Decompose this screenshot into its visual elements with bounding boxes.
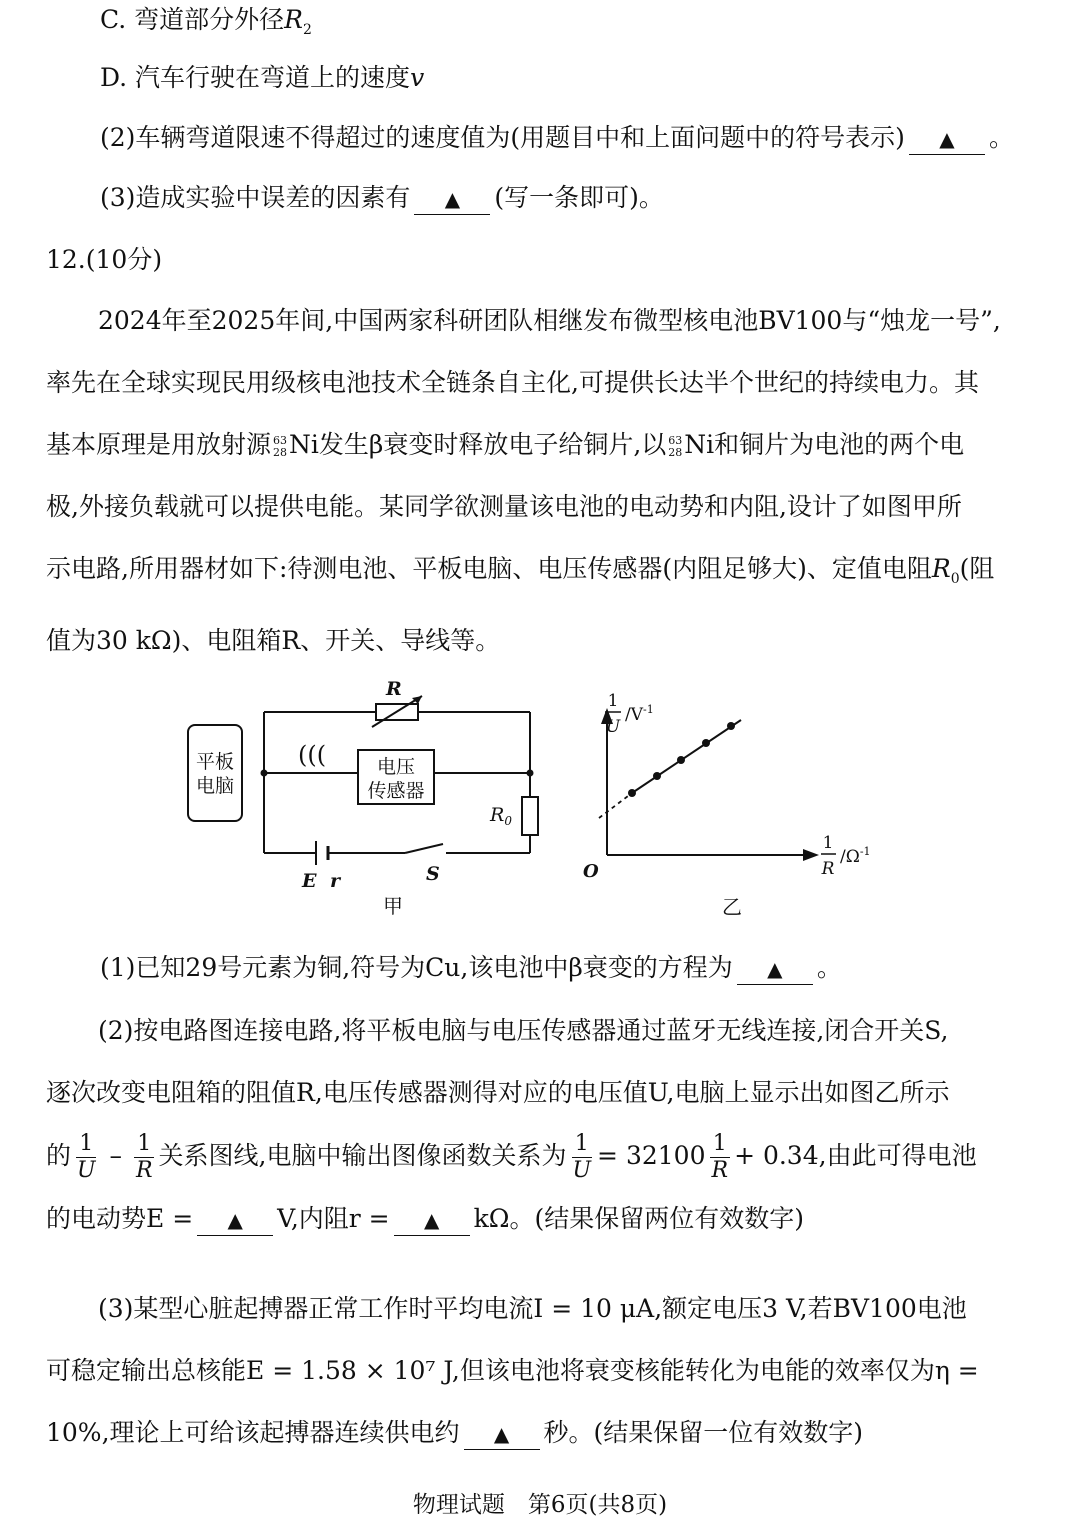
x-axis-unit (840, 845, 871, 867)
atomic-number: 28 (273, 445, 288, 459)
blank-marker: ▲ (444, 187, 461, 211)
part2-line: (2)按电路图连接电路,将平板电脑与电压传感器通过蓝牙无线连接,闭合开关S, (98, 1016, 949, 1045)
option-c-text: C. 弯道部分外径 (100, 5, 285, 34)
numerator: 1 (76, 1131, 96, 1158)
part2-line: 的 $\frac{1}{U}$ – $\frac{1}{R}$ 关系图线,电脑中输出图像函数关系为 $\frac{1}{U}$ = 32100 $\frac{1}{R}$ + 0.34,由此可得电池 (46, 1131, 977, 1183)
mass-number: 63 (668, 433, 683, 447)
x-axis-label-num: 1 (822, 833, 834, 853)
junction-dot (527, 770, 534, 777)
q11-part3-end: (写一条即可)。 (494, 183, 664, 212)
option-d-text: D. 汽车行驶在弯道上的速度 (100, 63, 411, 92)
fraction-1-over-u (74, 1131, 99, 1184)
emf-label: E (302, 870, 317, 892)
figure-caption-jia: 甲 (383, 894, 403, 918)
y-axis-label-num: 1 (607, 691, 619, 711)
extrapolation-dashed-line (599, 793, 632, 818)
nickel-isotope-notation (273, 435, 287, 459)
tablet-box (188, 725, 242, 821)
rheostat-arrow-icon (412, 696, 422, 704)
data-point (653, 772, 661, 780)
intro-text: Ni发生β衰变时释放电子给铜片,以 (289, 430, 667, 459)
intro-text: 基本原理是用放射源 (46, 430, 272, 459)
intro-line: 值为30 kΩ)、电阻箱R、开关、导线等。 (46, 626, 501, 655)
q12-header: 12.(10分) (46, 245, 163, 274)
intro-line: 极,外接负载就可以提供电能。某同学欲测量该电池的电动势和内阻,设计了如图甲所 (46, 492, 962, 521)
origin-label: O (583, 861, 599, 882)
r0-label-symbol: R (490, 804, 505, 826)
part2-text: 关系图线,电脑中输出图像函数关系为 (158, 1141, 567, 1170)
intro-line (46, 538, 1036, 610)
numerator: 1 (134, 1131, 154, 1158)
data-point (677, 756, 685, 764)
q11-part3 (0, 180, 1080, 216)
internal-resistance-label: r (330, 870, 341, 892)
x-axis-arrow-icon (803, 849, 819, 861)
mass-number: 63 (273, 433, 288, 447)
graph-inverse-u-vs-inverse-r (575, 680, 895, 925)
blank-marker: ▲ (227, 1208, 243, 1232)
q11-part3-text: (3)造成实验中误差的因素有 (100, 183, 411, 212)
resistor-r0 (522, 797, 538, 835)
r0-symbol: R (931, 554, 951, 583)
sensor-label: 电压 (376, 756, 416, 778)
q12-intro (46, 290, 1036, 672)
q12-part2 (46, 1000, 1036, 1250)
circuit-diagram (180, 675, 560, 925)
intro-text: (阻 (959, 554, 995, 583)
atomic-number: 28 (668, 445, 683, 459)
figure-caption-yi: 乙 (722, 895, 742, 919)
blank-marker: ▲ (423, 1208, 440, 1232)
answer-blank[interactable] (737, 953, 813, 985)
numerator: 1 (710, 1131, 730, 1158)
answer-blank-emf[interactable] (197, 1204, 273, 1236)
tablet-label: 电脑 (195, 775, 235, 797)
option-d-symbol: v (410, 63, 425, 92)
option-c-subscript: 2 (302, 22, 312, 38)
r0-subscript: 0 (950, 571, 960, 587)
fit-line (632, 720, 741, 793)
r0-label (489, 804, 512, 828)
q12-part3 (46, 1278, 1036, 1464)
part2-text: 的电动势E = (46, 1204, 194, 1233)
part3-text: 10%,理论上可给该起搏器连续供电约 (46, 1418, 460, 1447)
part3-text: 秒。(结果保留一位有效数字) (543, 1418, 864, 1447)
y-axis-unit (625, 703, 654, 725)
blank-marker: ▲ (767, 957, 783, 981)
denominator: U (77, 1158, 96, 1183)
denominator: R (135, 1158, 153, 1183)
q11-part2-end: 。 (988, 123, 1014, 152)
answer-blank-time[interactable] (464, 1418, 540, 1450)
fraction-1-over-u (570, 1131, 595, 1184)
part2-line: 逐次改变电阻箱的阻值R,电压传感器测得对应的电压值U,电脑上显示出如图乙所示 (46, 1078, 950, 1107)
switch-label: S (426, 863, 440, 885)
data-point (727, 722, 735, 730)
option-d (0, 60, 1080, 96)
data-point (702, 739, 710, 747)
answer-blank-internal-resistance[interactable] (394, 1204, 470, 1236)
numerator: 1 (572, 1131, 592, 1158)
junction-dot (261, 770, 268, 777)
part2-text: + 0.34,由此可得电池 (734, 1141, 977, 1170)
q12-part1-text: (1)已知29号元素为铜,符号为Cu,该电池中β衰变的方程为 (100, 953, 733, 982)
q12-part1-end: 。 (816, 953, 842, 982)
answer-blank[interactable] (909, 123, 985, 155)
intro-line: 2024年至2025年间,中国两家科研团队相继发布微型核电池BV100与“烛龙一号”, (98, 306, 1001, 335)
part2-line (46, 1188, 1036, 1250)
sensor-label: 传感器 (367, 780, 425, 802)
intro-text: Ni和铜片为电池的两个电 (684, 430, 965, 459)
part3-line: (3)某型心脏起搏器正常工作时平均电流I = 10 μA,额定电压3 V,若BV100电池 (98, 1294, 967, 1323)
tablet-label: 平板 (195, 751, 235, 773)
part2-text: 的 (46, 1141, 72, 1170)
fraction-1-over-r (708, 1131, 731, 1184)
denominator: R (711, 1158, 729, 1183)
part2-text: kΩ。(结果保留两位有效数字) (473, 1204, 805, 1233)
intro-line (46, 414, 1036, 476)
x-axis-unit-exp: -1 (859, 845, 871, 858)
q11-part2-text: (2)车辆弯道限速不得超过的速度值为(用题目中和上面问题中的符号表示) (100, 123, 905, 152)
q12-part1 (0, 950, 1080, 986)
intro-line: 率先在全球实现民用级核电池技术全链条自主化,可提供长达半个世纪的持续电力。其 (46, 368, 979, 397)
x-axis-unit-text: /Ω (840, 847, 860, 867)
fraction-1-over-r (133, 1131, 156, 1184)
intro-text: 示电路,所用器材如下:待测电池、平板电脑、电压传感器(内阻足够大)、定值电阻 (46, 554, 932, 583)
y-axis-unit-exp: -1 (643, 703, 654, 716)
q11-part2 (0, 120, 1080, 156)
rheostat-label: R (386, 678, 402, 700)
r0-label-subscript: 0 (504, 814, 512, 828)
part2-text: V,内阻r = (277, 1204, 390, 1233)
part3-line: 可稳定输出总核能E = 1.58 × 10⁷ J,但该电池将衰变核能转化为电能的效率仅为η = (46, 1356, 979, 1385)
wireless-icon: ((( (298, 741, 327, 769)
y-axis-label-den: U (605, 717, 621, 737)
denominator: U (572, 1158, 592, 1183)
y-axis-unit-text: /V (625, 705, 644, 725)
x-axis-label-den: R (821, 859, 835, 879)
option-c-symbol: R (284, 5, 303, 34)
blank-marker: ▲ (939, 127, 955, 151)
page-footer: 物理试题 第6页(共8页) (412, 1492, 668, 1518)
part3-line (46, 1402, 1036, 1464)
answer-blank[interactable] (414, 183, 490, 215)
option-c (0, 2, 1080, 48)
data-point (628, 789, 636, 797)
part2-text: = 32100 (597, 1141, 706, 1170)
blank-marker: ▲ (493, 1422, 510, 1446)
nickel-isotope-notation (668, 435, 682, 459)
